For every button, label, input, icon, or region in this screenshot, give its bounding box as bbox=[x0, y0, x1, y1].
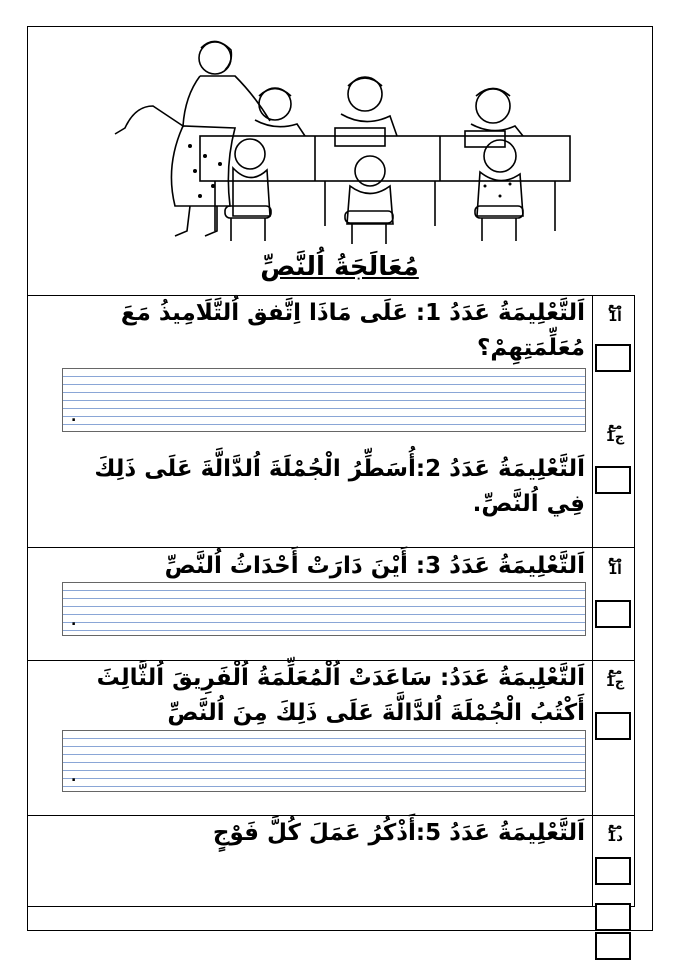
answer-lines-4[interactable] bbox=[62, 730, 586, 792]
score-box-6[interactable] bbox=[595, 903, 631, 931]
question-4: اَلتَّعْلِيمَةُ عَدَدُ: سَاعَدَتْ اُلْمُعَلِّمَةُ اُلْفَرِيقَ اُلثَّالِثَ أَكْتُبُ الْجُمْلَةَ اُلدَّالَّةَ عَلَى ذَلِكَ مِنَ اُلنَّصِّ bbox=[96, 665, 585, 726]
score-box-4[interactable] bbox=[595, 712, 631, 740]
answer-lines-3[interactable] bbox=[62, 582, 586, 636]
score-box-5[interactable] bbox=[595, 857, 631, 885]
score-box-2[interactable] bbox=[595, 466, 631, 494]
criterion-label-4: مع 1ج bbox=[605, 664, 625, 690]
row-divider bbox=[27, 547, 635, 548]
criterion-label-3: مع 1أ bbox=[607, 552, 623, 578]
score-box-3[interactable] bbox=[595, 600, 631, 628]
answer-dot: . bbox=[71, 613, 77, 629]
answer-dot: . bbox=[71, 769, 77, 785]
question-1: اَلتَّعْلِيمَةُ عَدَدُ 1: عَلَى مَاذَا اِتَّفق اُلتَّلَامِيذُ مَعَ مُعَلِّمَتِهِمْ؟ bbox=[120, 300, 585, 361]
score-box-1[interactable] bbox=[595, 344, 631, 372]
classroom-illustration bbox=[105, 36, 575, 248]
page-title: مُعَالَجَةُ اُلنَّصِّ bbox=[260, 252, 419, 282]
answer-dot: . bbox=[71, 409, 77, 425]
answer-lines-1[interactable] bbox=[62, 368, 586, 432]
criterion-label-5: مع 1د bbox=[607, 819, 623, 845]
criterion-label-2: مع 1ج bbox=[605, 419, 625, 445]
question-2: اَلتَّعْلِيمَةُ عَدَدُ 2:أُسَطِّرُ الْجُمْلَةَ اُلدَّالَّةَ عَلَى ذَلِكَ فِي اُلنَّصِّ. bbox=[94, 456, 585, 517]
criterion-label-1: مع 1أ bbox=[607, 299, 623, 325]
question-3: اَلتَّعْلِيمَةُ عَدَدُ 3: أَيْنَ دَارَتْ أَحْدَاثُ اُلنَّصِّ bbox=[164, 553, 585, 579]
score-box-7[interactable] bbox=[595, 932, 631, 960]
question-5: اَلتَّعْلِيمَةُ عَدَدُ 5:أَذْكُرُ عَمَلَ كُلَّ فَوْجٍ bbox=[212, 820, 585, 846]
